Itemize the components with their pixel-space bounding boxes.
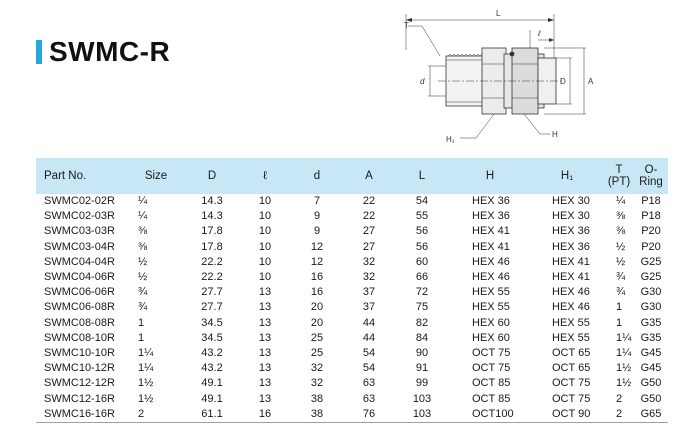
cell-D: 61.1 <box>184 407 240 423</box>
cell-o-ring: G35 <box>640 316 662 329</box>
drawing-label-L: L <box>496 9 501 18</box>
drawing-label-H: H <box>552 130 558 139</box>
cell-D: 34.5 <box>201 316 223 329</box>
cell-A: 37 <box>362 301 376 314</box>
cell-D: 17.8 <box>201 225 223 238</box>
cell-D: 27.7 <box>201 301 223 314</box>
cell-ell: 13 <box>258 316 272 329</box>
fitting-drawing <box>400 4 600 150</box>
cell-A: 63 <box>362 377 376 390</box>
drawing-label-D: D <box>560 77 566 86</box>
cell-ell: 10 <box>258 225 272 238</box>
cell-H: OCT100 <box>450 407 530 423</box>
cell-size: 1 <box>138 316 145 329</box>
table-row <box>36 391 668 406</box>
table-row <box>36 224 668 239</box>
cell-H1: HEX 41 <box>552 255 590 268</box>
cell-part-no: SWMC06-08R <box>44 301 115 314</box>
cell-L: 82 <box>415 316 429 329</box>
cell-L: 72 <box>415 286 429 299</box>
cell-part-no: SWMC03-04R <box>44 240 115 253</box>
cell-part-no: SWMC08-08R <box>44 316 115 329</box>
cell-H: HEX 60 <box>472 331 510 344</box>
cell-part-no: SWMC03-03R <box>44 225 115 238</box>
cell-size: 1½ <box>138 392 154 405</box>
cell-d: 38 <box>290 407 344 423</box>
cell-ell: 10 <box>258 210 272 223</box>
cell-part-no: SWMC04-06R <box>44 271 115 284</box>
table-row <box>36 209 668 224</box>
cell-T: ⅜ <box>616 210 626 223</box>
cell-o-ring: G50 <box>640 377 662 390</box>
cell-L: 103 <box>394 407 450 423</box>
cell-o-ring: G30 <box>640 301 662 314</box>
cell-T: ¾ <box>616 286 626 299</box>
cell-ell: 10 <box>258 240 272 253</box>
cell-size: ⅜ <box>138 240 148 253</box>
table-row <box>36 331 668 346</box>
cell-d: 32 <box>310 362 324 375</box>
cell-d: 9 <box>313 210 321 223</box>
cell-D: 17.8 <box>201 240 223 253</box>
cell-T: ⅜ <box>616 225 626 238</box>
cell-o-ring: G50 <box>640 392 662 405</box>
cell-L: 54 <box>415 195 429 208</box>
cell-size: ¾ <box>138 286 148 299</box>
cell-size: ¾ <box>138 301 148 314</box>
cell-L: 91 <box>415 362 429 375</box>
cell-ell: 10 <box>258 271 272 284</box>
cell-H1: HEX 46 <box>552 301 590 314</box>
cell-d: 20 <box>310 316 324 329</box>
cell-L: 55 <box>415 210 429 223</box>
table-header-row <box>36 158 668 194</box>
cell-o-ring: G45 <box>640 346 662 359</box>
cell-H: OCT 85 <box>472 377 511 390</box>
col-header-part-no: Part No. <box>44 170 87 182</box>
cell-o-ring: P18 <box>641 210 661 223</box>
cell-H: HEX 36 <box>472 210 510 223</box>
cell-T: 1½ <box>616 362 632 375</box>
cell-T: 1¼ <box>616 346 632 359</box>
cell-size: ½ <box>138 271 148 284</box>
cell-T: 1 <box>616 301 623 314</box>
cell-d: 20 <box>310 301 324 314</box>
cell-D: 14.3 <box>201 195 223 208</box>
cell-D: 34.5 <box>201 331 223 344</box>
drawing-label-ell: ℓ <box>538 29 541 38</box>
drawing-label-A: A <box>588 77 594 86</box>
cell-H1: HEX 55 <box>552 331 590 344</box>
cell-A: 37 <box>362 286 376 299</box>
cell-ell: 13 <box>258 331 272 344</box>
table-row <box>36 285 668 300</box>
col-header-o-ring: O-Ring <box>639 164 663 188</box>
cell-size: ⅜ <box>138 225 148 238</box>
cell-ell: 13 <box>258 301 272 314</box>
col-header-H: H <box>485 170 495 182</box>
cell-H: HEX 46 <box>472 271 510 284</box>
cell-o-ring: G35 <box>640 331 662 344</box>
cell-d: 9 <box>313 225 321 238</box>
table-row <box>36 361 668 376</box>
cell-L: 56 <box>415 240 429 253</box>
table-row <box>36 346 668 361</box>
cell-size: 1 <box>138 331 145 344</box>
cell-D: 49.1 <box>201 377 223 390</box>
col-header-T: T <box>615 164 623 176</box>
spec-table <box>36 158 668 423</box>
cell-D: 14.3 <box>201 210 223 223</box>
cell-A: 32 <box>362 271 376 284</box>
cell-o-ring: G65 <box>634 407 668 423</box>
cell-H: HEX 55 <box>472 301 510 314</box>
cell-ell: 13 <box>258 377 272 390</box>
cell-H1: OCT 65 <box>552 346 591 359</box>
cell-o-ring: G45 <box>640 362 662 375</box>
cell-H1: HEX 46 <box>552 286 590 299</box>
drawing-label-d: d <box>420 77 425 86</box>
cell-H: HEX 36 <box>472 195 510 208</box>
cell-part-no: SWMC02-02R <box>44 195 115 208</box>
cell-T: ½ <box>616 240 626 253</box>
col-header-H1: H₁ <box>560 170 574 182</box>
cell-d: 16 <box>310 286 324 299</box>
cell-D: 43.2 <box>201 346 223 359</box>
cell-part-no: SWMC12-16R <box>44 392 115 405</box>
title-block <box>36 37 170 67</box>
cell-T: 1¼ <box>616 331 632 344</box>
col-header-d: d <box>313 170 321 182</box>
cell-H: HEX 41 <box>472 225 510 238</box>
cell-D: 22.2 <box>201 271 223 284</box>
cell-H1: OCT 90 <box>530 407 604 423</box>
cell-d: 16 <box>310 271 324 284</box>
cell-d: 25 <box>310 331 324 344</box>
cell-L: 75 <box>415 301 429 314</box>
cell-size: ¼ <box>138 210 148 223</box>
cell-size: 1¼ <box>138 362 154 375</box>
cell-A: 32 <box>362 255 376 268</box>
cell-o-ring: P20 <box>641 240 661 253</box>
cell-part-no: SWMC06-06R <box>44 286 115 299</box>
cell-d: 32 <box>310 377 324 390</box>
col-header-T-PT <box>604 158 634 194</box>
drawing-label-H1: H₁ <box>446 135 455 144</box>
cell-L: 60 <box>415 255 429 268</box>
table-row <box>36 240 668 255</box>
page-title: SWMC-R <box>49 36 171 67</box>
cell-H1: HEX 36 <box>552 240 590 253</box>
cell-L: 84 <box>415 331 429 344</box>
cell-L: 66 <box>415 271 429 284</box>
cell-ell: 13 <box>258 362 272 375</box>
table-row <box>36 376 668 391</box>
cell-d: 25 <box>310 346 324 359</box>
cell-part-no: SWMC10-12R <box>44 362 115 375</box>
cell-d: 38 <box>310 392 324 405</box>
table-row <box>36 194 668 209</box>
cell-A: 22 <box>362 195 376 208</box>
cell-A: 22 <box>362 210 376 223</box>
cell-A: 76 <box>344 407 394 423</box>
cell-part-no: SWMC08-10R <box>44 331 115 344</box>
col-header-L: L <box>418 170 426 182</box>
cell-H: OCT 75 <box>472 346 511 359</box>
cell-A: 63 <box>362 392 376 405</box>
cell-T: ½ <box>616 255 626 268</box>
cell-o-ring: P20 <box>641 225 661 238</box>
cell-H: HEX 41 <box>472 240 510 253</box>
cell-part-no: SWMC12-12R <box>44 377 115 390</box>
cell-ell: 13 <box>258 346 272 359</box>
cell-H1: HEX 30 <box>552 195 590 208</box>
cell-L: 56 <box>415 225 429 238</box>
cell-size: 1¼ <box>138 346 154 359</box>
table-row <box>36 316 668 331</box>
table-row <box>36 407 668 423</box>
cell-T: 2 <box>616 392 623 405</box>
cell-H: HEX 46 <box>472 255 510 268</box>
cell-H: HEX 60 <box>472 316 510 329</box>
cell-o-ring: G25 <box>640 271 662 284</box>
cell-H: OCT 75 <box>472 362 511 375</box>
cell-A: 44 <box>362 316 376 329</box>
cell-H: HEX 55 <box>472 286 510 299</box>
cell-H1: OCT 75 <box>552 392 591 405</box>
title-accent-bar <box>36 40 42 64</box>
cell-part-no: SWMC04-04R <box>44 255 115 268</box>
cell-H1: HEX 55 <box>552 316 590 329</box>
cell-L: 103 <box>412 392 432 405</box>
cell-size: 2 <box>128 407 184 423</box>
cell-A: 27 <box>362 225 376 238</box>
cell-size: ¼ <box>138 195 148 208</box>
cell-H1: HEX 30 <box>552 210 590 223</box>
cell-part-no: SWMC10-10R <box>44 346 115 359</box>
col-header-PT: (PT) <box>607 176 631 188</box>
cell-H1: OCT 65 <box>552 362 591 375</box>
drawing-label-T: T <box>404 21 409 30</box>
cell-T: 1 <box>616 316 623 329</box>
cell-T: 1½ <box>616 377 632 390</box>
cell-A: 54 <box>362 362 376 375</box>
table-row <box>36 255 668 270</box>
cell-D: 22.2 <box>201 255 223 268</box>
col-header-size: Size <box>144 170 168 182</box>
cell-ell: 13 <box>258 286 272 299</box>
cell-H1: OCT 75 <box>552 377 591 390</box>
cell-size: ½ <box>138 255 148 268</box>
cell-ell: 13 <box>258 392 272 405</box>
cell-L: 90 <box>415 346 429 359</box>
cell-size: 1½ <box>138 377 154 390</box>
cell-A: 27 <box>362 240 376 253</box>
cell-d: 12 <box>310 255 324 268</box>
cell-A: 44 <box>362 331 376 344</box>
cell-A: 54 <box>362 346 376 359</box>
cell-H1: HEX 41 <box>552 271 590 284</box>
cell-part-no: SWMC16-16R <box>36 407 128 423</box>
cell-ell: 16 <box>240 407 290 423</box>
cell-D: 27.7 <box>201 286 223 299</box>
cell-ell: 10 <box>258 255 272 268</box>
cell-part-no: SWMC02-03R <box>44 210 115 223</box>
col-header-ell: ℓ <box>263 170 267 182</box>
cell-T: ¼ <box>616 195 626 208</box>
cell-ell: 10 <box>258 195 272 208</box>
cell-H: OCT 85 <box>472 392 511 405</box>
cell-o-ring: G25 <box>640 255 662 268</box>
col-header-D: D <box>207 170 217 182</box>
cell-d: 7 <box>313 195 321 208</box>
cell-T: ¾ <box>616 271 626 284</box>
table-row <box>36 270 668 285</box>
cell-d: 12 <box>310 240 324 253</box>
col-header-A: A <box>365 170 373 182</box>
cell-H1: HEX 36 <box>552 225 590 238</box>
cell-o-ring: P18 <box>641 195 661 208</box>
cell-D: 49.1 <box>201 392 223 405</box>
cell-L: 99 <box>415 377 429 390</box>
table-row <box>36 300 668 315</box>
cell-o-ring: G30 <box>640 286 662 299</box>
cell-T: 2 <box>604 407 634 423</box>
cell-D: 43.2 <box>201 362 223 375</box>
